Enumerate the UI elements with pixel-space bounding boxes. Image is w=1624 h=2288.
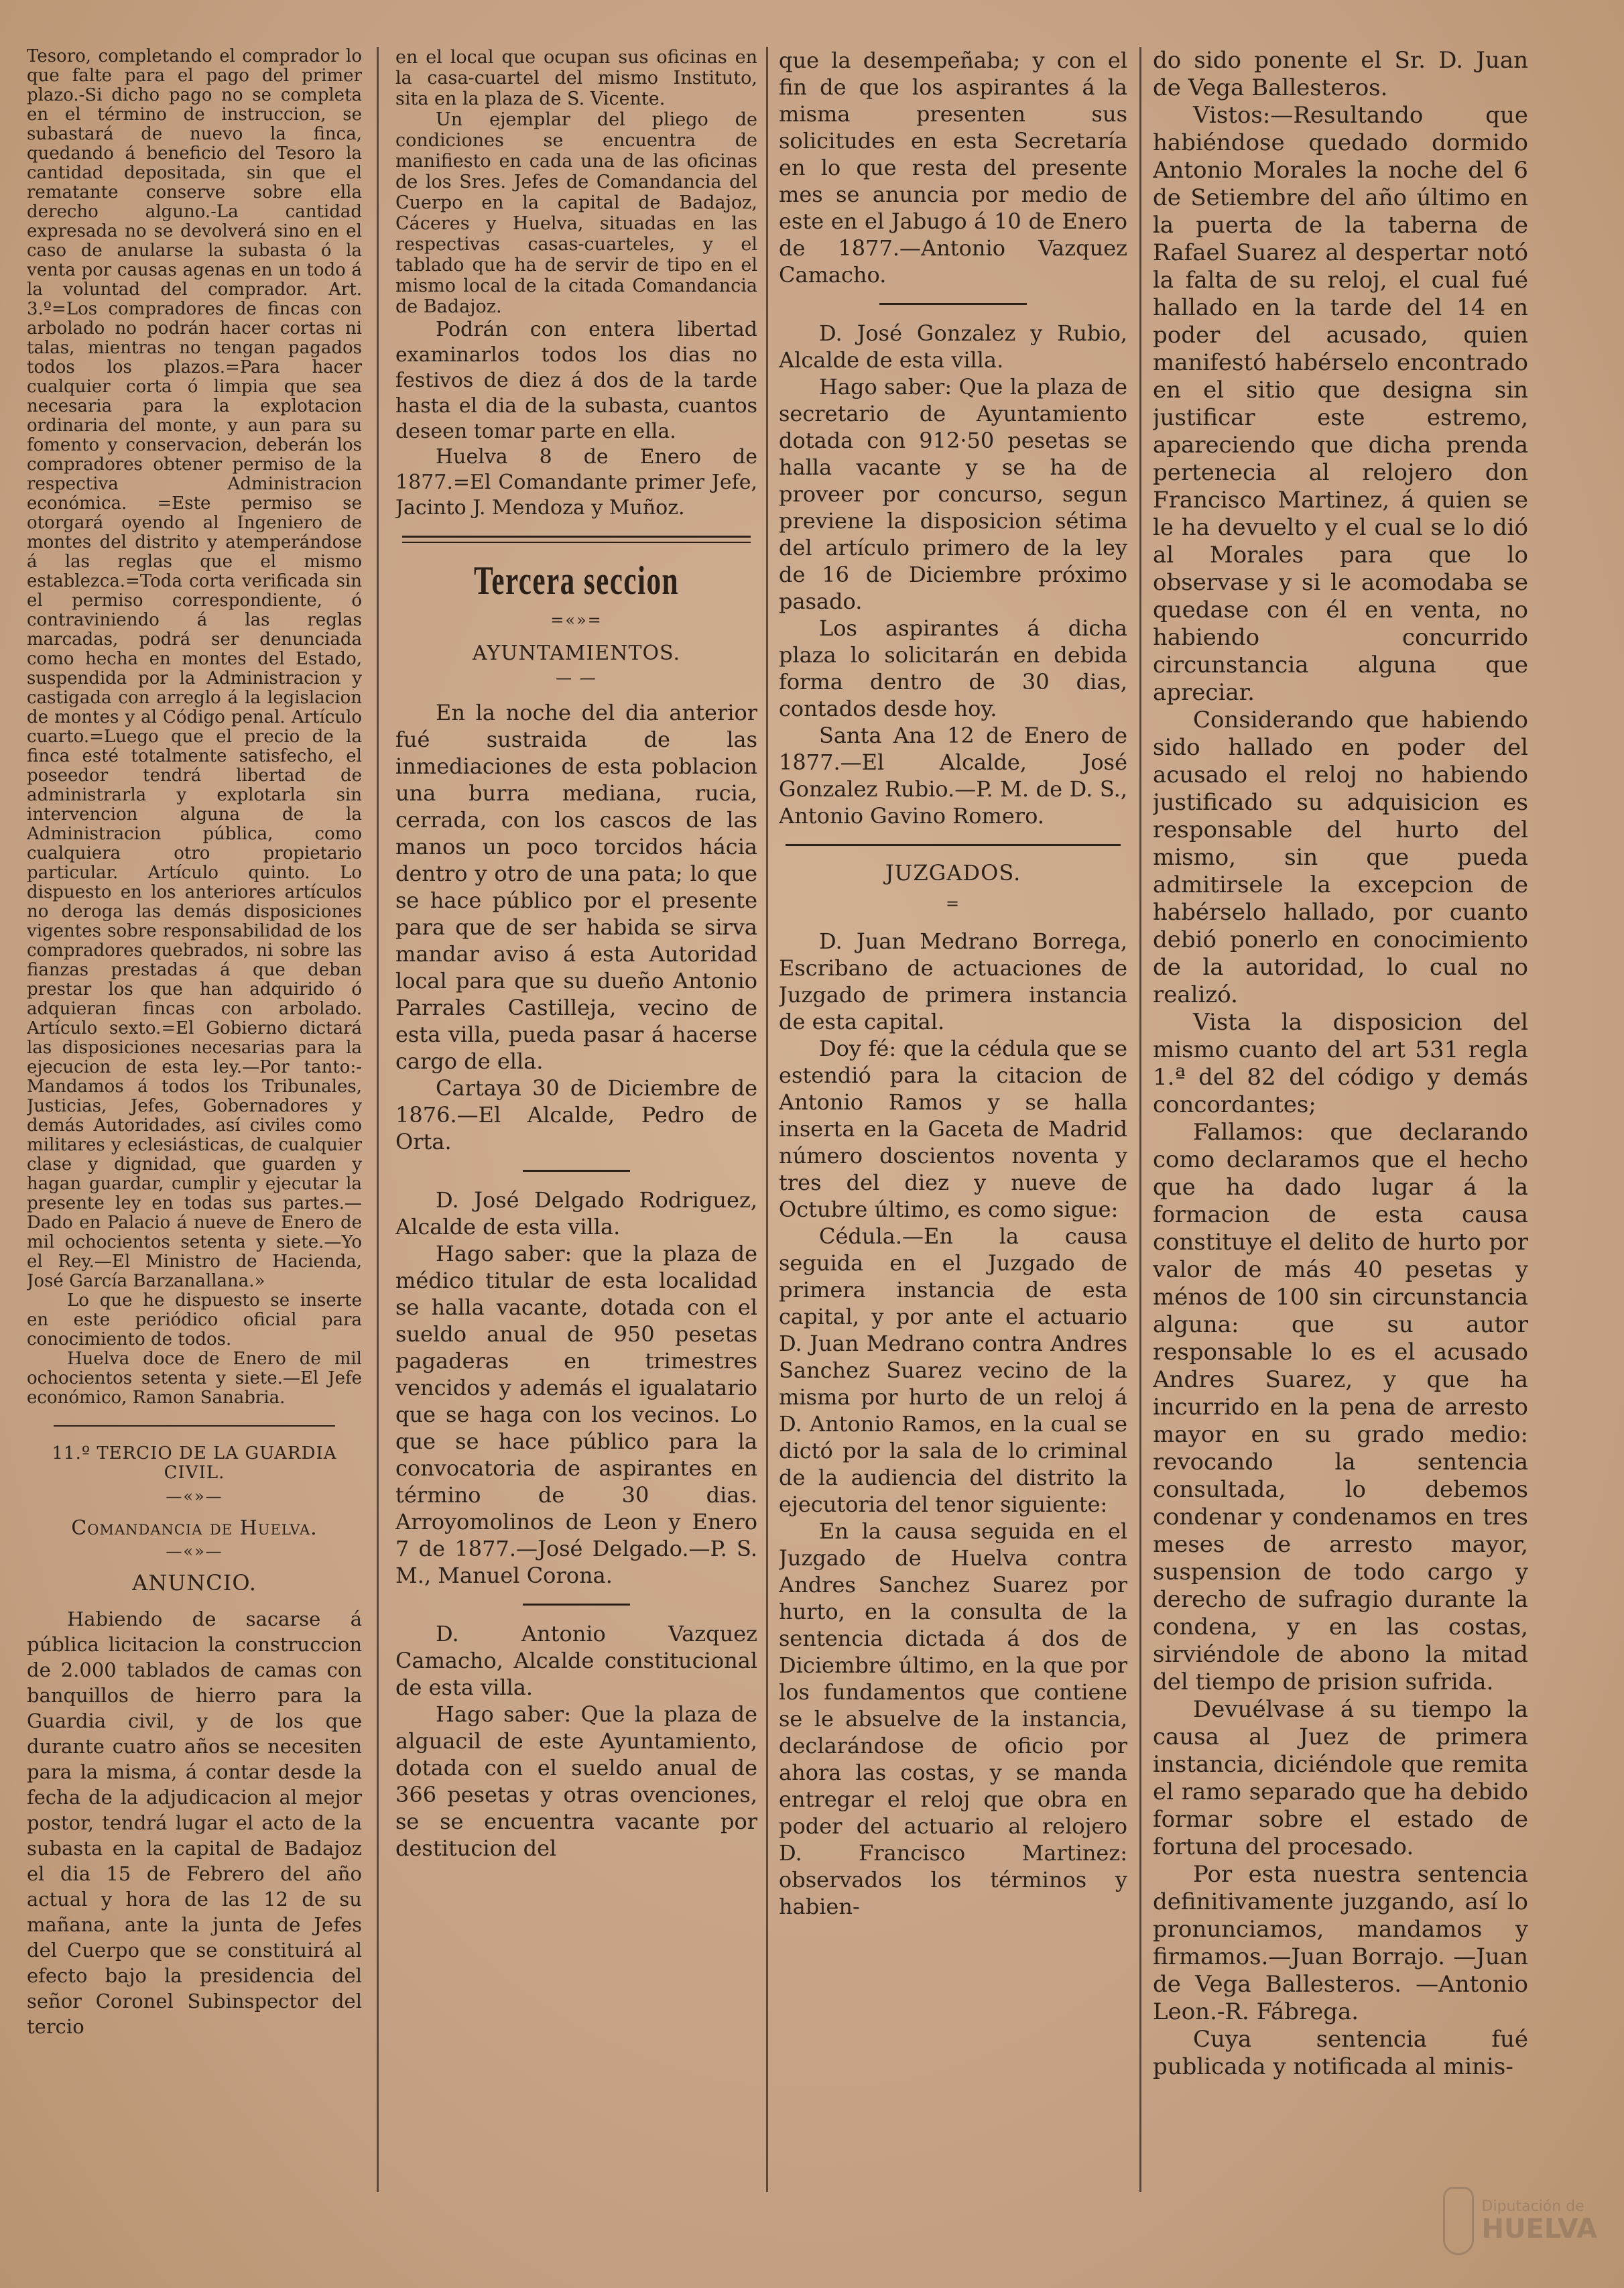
escribano-title: D. Juan Medrano Borrega, Escribano de actuaciones de Juzgado de primera instancia de esta capital. [779, 928, 1127, 1034]
ayuntamientos-heading: AYUNTAMIENTOS. [472, 642, 681, 665]
examen-text: Podrán con entera libertad examinarlos todos los dias no festivos de diez á dos de la tarde hasta el dia de la subasta, cuantos deseen tomar parte en ella. [395, 318, 757, 443]
divider [54, 1425, 335, 1427]
jabugo-notice: Hago saber: Que la plaza de alguacil de este Ayuntamiento, dotada con el sueldo anual de 366 pesetas y otras ovenciones, se se encuentra vacante por destitucion del [395, 1701, 757, 1861]
column-2 [395, 47, 757, 1862]
ponente-text: do sido ponente el Sr. D. Juan de Vega Ballesteros. [1153, 47, 1528, 101]
signature-date: Huelva doce de Enero de mil ochocientos setenta y siete.—El Jefe económico, Ramon Sanabria. [27, 1349, 362, 1408]
ornament: = [945, 894, 961, 913]
doy-fe-text: Doy fé: que la cédula que se estendió para la citacion de Antonio Ramos y se halla inserta en la Gaceta de Madrid número doscientos noventa y tres del diez y nueve de Octubre último, es como sigue: [779, 1036, 1127, 1222]
jabugo-continuation: que la desempeñaba; y con el fin de que los aspirantes á la misma presenten sus solicitudes en esta Secretaría en lo que resta del presente mes se anuncia por medio de este en el Jabugo á 10 de Enero de 1877.—Antonio Vazquez Camacho. [779, 48, 1127, 288]
column-1 [27, 47, 362, 2039]
publication-note: Lo que he dispuesto se inserte en este periódico oficial para conocimiento de todos. [27, 1290, 362, 1349]
fallamos-text: Fallamos: que declarando como declaramos que el hecho que ha dado lugar á la formacion de esta causa constituye el delito de hurto por valor de más 40 pesetas y ménos de 100 sin circunstancia alguna: que su autor responsable lo es el acusado Andres Suarez, y que ha incurrido en la pena de arresto mayor en su grado medio: revocando la sentencia consultada, lo debemos condenar y condenamos en tres meses de arresto mayor, suspension de todo cargo y derecho de sufragio durante la condena, y en las costas, sirviéndole de abono la mitad del tiempo de prision sufrida. [1153, 1119, 1528, 1695]
sentencia-text: Por esta nuestra sentencia definitivamente juzgando, así lo pronunciamos, mandamos y firmamos.—Juan Borrajo. —Juan de Vega Ballesteros. —Antonio Leon.-R. Fábrega. [1153, 1861, 1528, 2025]
cedula-text: Cédula.—En la causa seguida en el Juzgado de primera instancia de esta capital, y por ante el actuario D. Juan Medrano contra Andres Sanchez Suarez vecino de la misma por hurto de un reloj á D. Antonio Ramos, en la cual se dictó por la sala de lo criminal de la audiencia del distrito la ejecutoria del tenor siguiente: [779, 1223, 1127, 1517]
section-divider [786, 844, 1121, 847]
section-title: Tercera seccion [474, 558, 679, 603]
vista-text: Vista la disposicion del mismo cuanto del art 531 regla 1.ª del 82 del código y demás concordantes; [1153, 1009, 1528, 1118]
santa-ana-title: D. José Gonzalez y Rubio, Alcalde de esta villa. [779, 320, 1127, 373]
jabugo-title: D. Antonio Vazquez Camacho, Alcalde constitucional de esta villa. [395, 1621, 757, 1700]
watermark-text: Diputación de HUELVA [1481, 2198, 1597, 2244]
diputacion-watermark [1443, 2181, 1597, 2261]
anuncio-heading: ANUNCIO. [132, 1570, 257, 1595]
pliego-text: Un ejemplar del pliego de condiciones se encuentra de manifiesto en cada una de las oficinas de los Sres. Jefes de Comandancia del Cuerpo en la capital de Badajoz, Cáceres y Huelva, situadas en las respectivas casas-cuarteles, y el tablado que ha de servir de tipo en el mismo local de la citada Comandancia de Badajoz. [395, 109, 757, 317]
cartaya-notice: En la noche del dia anterior fué sustraida de las inmediaciones de esta poblacion una burra mediana, rucia, cerrada, con los cascos de las manos un poco torcidos hácia dentro y otro de una pata; lo que se hace público por el presente para que de ser habida se sirva mandar aviso á esta Autoridad local para que su dueño Antonio Parrales Castilleja, vecino de esta villa, pueda pasar á hacerse cargo de ella. [395, 700, 757, 1074]
divider [523, 1604, 630, 1606]
anuncio-text: Habiendo de sacarse á pública licitacion la construccion de 2.000 tablados de camas con banquillos de hierro para la Guardia civil, y de los que durante cuatro años se necesiten para la misma, á contar desde la fecha de la adjudicacion al mejor postor, tendrá lugar el acto de la subasta en la capital de Badajoz el dia 15 de Febrero del año actual y hora de las 12 de su mañana, ante la junta de Jefes del Cuerpo que se constituirá al efecto bajo la presidencia del señor Coronel Subinspector del tercio [27, 1608, 362, 2038]
comandancia-heading: Comandancia de Huelva. [71, 1516, 318, 1540]
santa-ana-signature: Santa Ana 12 de Enero de 1877.—El Alcalde, José Gonzalez Rubio.—P. M. de D. S., Antonio Gavino Romero. [779, 723, 1127, 829]
santa-ana-plazo: Los aspirantes á dicha plaza lo solicitarán en debida forma dentro de 30 dias, contados desde hoy. [779, 615, 1127, 721]
anuncio-continuation: en el local que ocupan sus oficinas en la casa-cuartel del mismo Instituto, sita en la plaza de S. Vicente. [395, 47, 757, 109]
cartaya-signature: Cartaya 30 de Diciembre de 1876.—El Alcalde, Pedro de Orta. [395, 1075, 757, 1154]
column-rule [377, 47, 379, 2192]
divider [523, 1170, 630, 1172]
column-4 [1153, 47, 1528, 2081]
considerando-text: Considerando que habiendo sido hallado en poder del acusado el reloj no habiendo justificado su adquisicion es responsable del hurto del mismo, sin que pueda admitirsele la excepcion de habérselo hallado, por cuanto debió ponerlo en conocimiento de la autoridad, lo cual no realizó. [1153, 707, 1528, 1008]
guardia-civil-heading: 11.º TERCIO DE LA GUARDIA CIVIL. [52, 1443, 337, 1483]
column-3 [779, 47, 1127, 1920]
devuelvase-text: Devuélvase á su tiempo la causa al Juez de primera instancia, diciéndole que remita el ramo separado que ha debido formar sobre el estado de fortuna del procesado. [1153, 1696, 1528, 1860]
santa-ana-notice: Hago saber: Que la plaza de secretario de Ayuntamiento dotada con 912·50 pesetas se halla vacante y se ha de proveer por concurso, segun previene la disposicion sétima del artículo primero de la ley de 16 de Diciembre próximo pasado. [779, 374, 1127, 614]
section-divider [402, 536, 751, 543]
vistos-text: Vistos:—Resultando que habiéndose quedado dormido Antonio Morales la noche del 6 de Setiembre del año último en la puerta de la taberna de Rafael Suarez al despertar notó la falta de su reloj, el cual fué hallado en la tarde del 14 en poder del acusado, quien manifestó habérselo encontrado en el sitio que designa sin justificar este estremo, apareciendo que dicha prenda pertenecia al relojero don Francisco Martinez, á quien se le ha devuelto y el cual se lo dió al Morales para que lo observase y si le acomodaba se quedase con él en venta, no habiendo concurrido circunstancia alguna que apreciar. [1153, 102, 1528, 706]
publicada-text: Cuya sentencia fué publicada y notificada al minis- [1153, 2026, 1528, 2080]
divider [879, 303, 1027, 305]
law-text-continuation: Tesoro, completando el comprador lo que falte para el pago del primer plazo.-Si dicho pago no se completa en el término de instruccion, se subastará de nuevo la finca, quedando á beneficio del Tesoro la cantidad depositada, sin que el rematante conserve sobre ella derecho alguno.-La cantidad expresada no se devolverá sino en el caso de anularse la subasta ó la venta por causas agenas en un todo á la voluntad del comprador. Art. 3.º=Los compradores de fincas con arbolado no podrán hacer cortas ni talas, mientras no tengan pagados todos los plazos.=Para hacer cualquier corta ó limpia que sea necesaria para la explotacion ordinaria del monte, y aun para su fomento y conservacion, deberán los compradores obtener permiso de la respectiva Administracion económica. =Este permiso se otorgará oyendo al Ingeniero de montes del distrito y atemperándose á las reglas que el mismo establezca.=Toda corta verificada sin el permiso correspondiente, ó contraviniendo á las reglas marcadas, podrá ser denunciada como hecha en montes del Estado, suspendida por la Administracion y castigada con arreglo á la legislacion de montes y al Código penal. Artículo cuarto.=Luego que el precio de la finca esté totalmente satisfecho, el poseedor tendrá libertad de administrarla y explotarla sin intervencion alguna de la Administracion pública, como cualquiera otro propietario particular. Artículo quinto. Lo dispuesto en los anteriores artículos no deroga las demás disposiciones vigentes sobre responsabilidad de los compradores quebrados, ni sobre las fianzas prestadas á que deban prestar los que han adquirido ó adquieran fincas con arbolado. Artículo sexto.=El Gobierno dictará las disposiciones necesarias para la ejecucion de esta ley.—Por tanto:-Mandamos á todos los Tribunales, Justicias, Jefes, Gobernadores y demás Autoridades, así civiles como militares y eclesiásticas, de cualquier clase y dignidad, que guarden y hagan guardar, cumplir y ejecutar la presente ley en todas sus partes.—Dado en Palacio á nueve de Enero de mil ochocientos setenta y siete.—Yo el Rey.—El Ministro de Hacienda, José García Barzanallana.» [27, 47, 362, 1291]
column-rule [766, 47, 768, 2192]
ornament: — — [556, 668, 597, 687]
arroyomolinos-title: D. José Delgado Rodriguez, Alcalde de esta villa. [395, 1187, 757, 1240]
arroyomolinos-notice: Hago saber: que la plaza de médico titular de esta localidad se halla vacante, dotada con el sueldo anual de 950 pesetas pagaderas en trimestres vencidos y además el igualatario que se haga con los vecinos. Lo que se hace público para la convocatoria de aspirantes en término de 30 dias. Arroyomolinos de Leon y Enero 7 de 1877.—José Delgado.—P. S. M., Manuel Corona. [395, 1241, 757, 1588]
causa-text: En la causa seguida en el Juzgado de Huelva contra Andres Sanchez Suarez por hurto, en la consulta de la sentencia dictada á dos de Diciembre último, en la que por los fundamentos que contiene se le absuelve de la instancia, declarándose de oficio por ahora las costas, y se manda entregar el reloj que obra en poder del actuario al relojero D. Francisco Martinez: observados los términos y habien- [779, 1518, 1127, 1919]
ornament: —«»— [166, 1487, 223, 1506]
ornament: —«»— [166, 1542, 223, 1561]
coat-of-arms-icon [1443, 2187, 1474, 2255]
column-rule [1139, 47, 1141, 2192]
ornament: =«»= [550, 611, 603, 629]
anuncio-signature: Huelva 8 de Enero de 1877.=El Comandante primer Jefe, Jacinto J. Mendoza y Muñoz. [395, 445, 757, 520]
juzgados-heading: JUZGADOS. [885, 860, 1021, 886]
